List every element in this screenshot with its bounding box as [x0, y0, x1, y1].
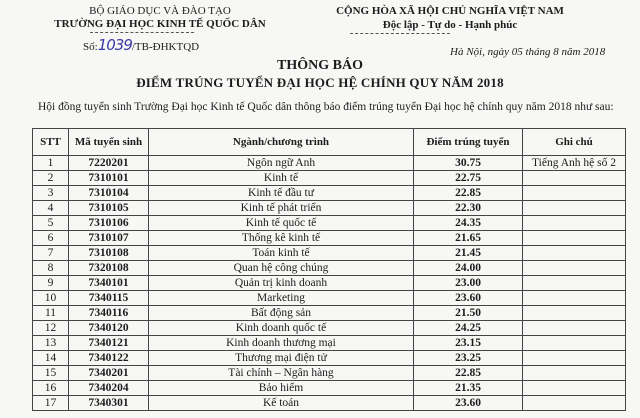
note-cell — [523, 171, 626, 186]
score-cell: 21.35 — [414, 381, 523, 396]
major-cell: Kinh tế đầu tư — [149, 186, 414, 201]
table-row — [33, 246, 626, 261]
code-cell: 7310106 — [69, 216, 149, 231]
note-cell: Tiếng Anh hệ số 2 — [523, 156, 626, 171]
major-cell: Ngôn ngữ Anh — [149, 156, 414, 171]
major-cell: Thương mại điện tử — [149, 351, 414, 366]
header-stt: STT — [33, 129, 69, 156]
note-cell — [523, 396, 626, 411]
table-row — [33, 321, 626, 336]
code-cell: 7320108 — [69, 261, 149, 276]
major-cell: Toán kinh tế — [149, 246, 414, 261]
major-cell: Bất động sản — [149, 306, 414, 321]
table-row — [33, 291, 626, 306]
header-code: Mã tuyển sinh — [69, 129, 149, 156]
table-row — [33, 201, 626, 216]
score-cell: 30.75 — [414, 156, 523, 171]
ministry-name: BỘ GIÁO DỤC VÀ ĐÀO TẠO — [89, 5, 231, 17]
stt-cell: 12 — [33, 321, 69, 336]
doc-suffix: /TB-ĐHKTQD — [131, 41, 200, 53]
stt-cell: 14 — [33, 351, 69, 366]
score-cell: 21.45 — [414, 246, 523, 261]
stt-cell: 6 — [33, 231, 69, 246]
major-cell: Marketing — [149, 291, 414, 306]
major-cell: Kinh doanh thương mại — [149, 336, 414, 351]
table-row — [33, 231, 626, 246]
table-row — [33, 276, 626, 291]
note-cell — [523, 351, 626, 366]
doc-number-handwritten: 1039 — [97, 36, 132, 54]
score-cell: 22.85 — [414, 366, 523, 381]
score-cell: 23.60 — [414, 396, 523, 411]
note-cell — [523, 276, 626, 291]
major-cell: Kinh doanh quốc tế — [149, 321, 414, 336]
score-cell: 23.00 — [414, 276, 523, 291]
note-cell — [523, 201, 626, 216]
code-cell: 7340204 — [69, 381, 149, 396]
major-cell: Kinh tế phát triển — [149, 201, 414, 216]
header-note: Ghi chú — [523, 129, 626, 156]
header-major: Ngành/chương trình — [149, 129, 414, 156]
major-cell: Bảo hiểm — [149, 381, 414, 396]
note-cell — [523, 381, 626, 396]
table-row — [33, 351, 626, 366]
score-cell: 24.25 — [414, 321, 523, 336]
note-cell — [523, 306, 626, 321]
stt-cell: 8 — [33, 261, 69, 276]
code-cell: 7310107 — [69, 231, 149, 246]
code-cell: 7340201 — [69, 366, 149, 381]
table-row — [33, 156, 626, 171]
republic-heading: CỘNG HÒA XÃ HỘI CHỦ NGHĨA VIỆT NAM — [336, 5, 564, 17]
issue-date: Hà Nội, ngày 05 tháng 8 năm 2018 — [450, 46, 606, 58]
stt-cell: 3 — [33, 186, 69, 201]
score-cell: 21.50 — [414, 306, 523, 321]
note-cell — [523, 216, 626, 231]
score-cell: 22.75 — [414, 171, 523, 186]
stt-cell: 1 — [33, 156, 69, 171]
divider-right — [350, 33, 450, 34]
national-motto: Độc lập - Tự do - Hạnh phúc — [382, 19, 518, 31]
header-score: Điểm trúng tuyển — [414, 129, 523, 156]
score-cell: 24.00 — [414, 261, 523, 276]
score-cell: 23.25 — [414, 351, 523, 366]
code-cell: 7310105 — [69, 201, 149, 216]
score-cell: 22.85 — [414, 186, 523, 201]
code-cell: 7220201 — [69, 156, 149, 171]
note-cell — [523, 231, 626, 246]
code-cell: 7310108 — [69, 246, 149, 261]
school-name: TRƯỜNG ĐẠI HỌC KINH TẾ QUỐC DÂN — [54, 18, 266, 30]
document-subtitle: ĐIỂM TRÚNG TUYỂN ĐẠI HỌC HỆ CHÍNH QUY NĂM 2018 — [136, 75, 504, 90]
table-row — [33, 396, 626, 411]
major-cell: Thống kê kinh tế — [149, 231, 414, 246]
table-row — [33, 366, 626, 381]
note-cell — [523, 246, 626, 261]
major-cell: Quan hệ công chúng — [149, 261, 414, 276]
code-cell: 7340120 — [69, 321, 149, 336]
major-cell: Kế toán — [149, 396, 414, 411]
score-cell: 23.15 — [414, 336, 523, 351]
stt-cell: 5 — [33, 216, 69, 231]
document-title: THÔNG BÁO — [277, 58, 363, 73]
table-row — [33, 261, 626, 276]
major-cell: Kinh tế — [149, 171, 414, 186]
doc-prefix: Số: — [83, 41, 98, 53]
stt-cell: 7 — [33, 246, 69, 261]
code-cell: 7340301 — [69, 396, 149, 411]
score-cell: 23.60 — [414, 291, 523, 306]
note-cell — [523, 321, 626, 336]
stt-cell: 16 — [33, 381, 69, 396]
stt-cell: 17 — [33, 396, 69, 411]
stt-cell: 15 — [33, 366, 69, 381]
stt-cell: 9 — [33, 276, 69, 291]
note-cell — [523, 336, 626, 351]
note-cell — [523, 291, 626, 306]
table-row — [33, 381, 626, 396]
stt-cell: 2 — [33, 171, 69, 186]
admission-scores-table — [32, 128, 626, 411]
major-cell: Quản trị kinh doanh — [149, 276, 414, 291]
table-header-row — [33, 129, 626, 156]
code-cell: 7340122 — [69, 351, 149, 366]
score-cell: 21.65 — [414, 231, 523, 246]
note-cell — [523, 186, 626, 201]
note-cell — [523, 366, 626, 381]
table-row — [33, 336, 626, 351]
document-number — [83, 36, 199, 54]
code-cell: 7310101 — [69, 171, 149, 186]
code-cell: 7340101 — [69, 276, 149, 291]
major-cell: Tài chính – Ngân hàng — [149, 366, 414, 381]
divider-left — [90, 32, 194, 33]
table-row — [33, 216, 626, 231]
intro-paragraph: Hội đồng tuyển sinh Trường Đại học Kinh tế Quốc dân thông báo điểm trúng tuyển Đại học hệ chính quy năm 2018 như sau: — [38, 101, 614, 113]
stt-cell: 11 — [33, 306, 69, 321]
stt-cell: 13 — [33, 336, 69, 351]
stt-cell: 10 — [33, 291, 69, 306]
table-row — [33, 171, 626, 186]
table-row — [33, 306, 626, 321]
code-cell: 7340121 — [69, 336, 149, 351]
code-cell: 7310104 — [69, 186, 149, 201]
table-row — [33, 186, 626, 201]
code-cell: 7340116 — [69, 306, 149, 321]
code-cell: 7340115 — [69, 291, 149, 306]
score-cell: 24.35 — [414, 216, 523, 231]
stt-cell: 4 — [33, 201, 69, 216]
score-cell: 22.30 — [414, 201, 523, 216]
note-cell — [523, 261, 626, 276]
major-cell: Kinh tế quốc tế — [149, 216, 414, 231]
